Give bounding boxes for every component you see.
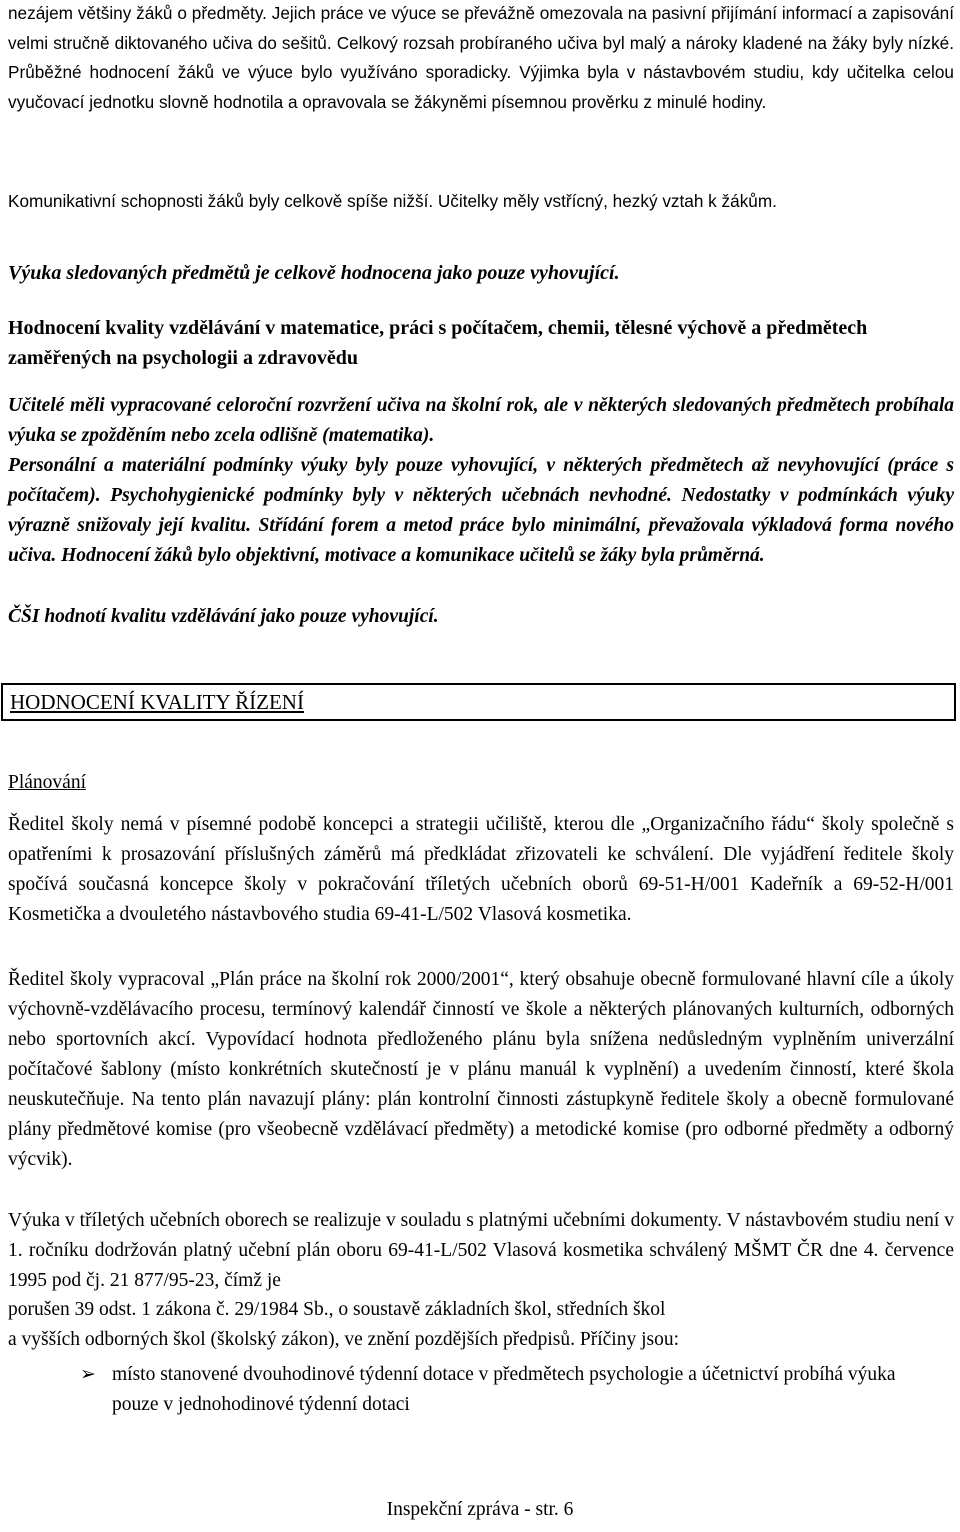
paragraph-curriculum-line2: porušen 39 odst. 1 zákona č. 29/1984 Sb., o soustavě základních škol, středních škol: [8, 1299, 666, 1320]
paragraph-curriculum: Výuka v tříletých učebních oborech se realizuje v souladu s platnými učebními dokumenty. V nástavbovém studiu není v 1. ročníku dodržován platný učební plán oboru 69-41-L/502 Vlasová kosmetika schválený MŠMT ČR dne 4. července 1995 pod čj. 21 877/95-23, čímž je: [8, 1210, 954, 1291]
paragraph-concept: Ředitel školy nemá v písemné podobě koncepci a strategii učiliště, kterou dle „Organizačního řádu“ školy společně s opatřeními k prosazování příslušných záměrů má předkládat zřizovateli ke schválení. Dle vyjádření ředitele školy spočívá současná koncepce školy v pokračování tříletých učebních oborů 69-51-H/001 Kadeřník a 69-52-H/001 Kosmetička a dvouletého nástavbového studia 69-41-L/502 Vlasová kosmetika.: [8, 814, 954, 925]
paragraph-overall-rating: Výuka sledovaných předmětů je celkově hodnocena jako pouze vyhovující.: [8, 262, 620, 284]
arrow-bullet-icon: ➢: [80, 1364, 96, 1385]
paragraph-work-plan: Ředitel školy vypracoval „Plán práce na školní rok 2000/2001“, který obsahuje obecně formulované hlavní cíle a úkoly výchovně-vzdělávacího procesu, termínový kalendář činností ve škole a některých plánovaných kulturních, odborných nebo sportovních akcí. Vypovídací hodnota předloženého plánu byla snížena nedůsledným vyplněním univerzální počítačové šablony (místo konkrétních skutečností je v plánu manuál k vyplnění) a uvedením činností, které škola neuskutečňuje. Na tento plán navazují plány: plán kontrolní činnosti zástupkyně ředitele školy a obecně formulované plány předmětové komise (pro všeobecně vzdělávací předměty) a metodické komise (pro odborné předměty a odborný výcvik).: [8, 969, 954, 1170]
paragraph-teaching-description: nezájem většiny žáků o předměty. Jejich práce ve výuce se převážně omezovala na pasivní přijímání informací a zapisování velmi stručně diktovaného učiva do sešitů. Celkový rozsah probíraného učiva byl malý a nároky kladené na žáky byly nízké. Průběžné hodnocení žáků ve výuce bylo využíváno sporadicky. Výjimka byla v nástavbovém studiu, kdy učitelka celou vyučovací jednotku slovně hodnotila a opravovala se žákyněmi písemnou prověrku z minulé hodiny.: [8, 3, 954, 112]
paragraph-curriculum-line3: a vyšších odborných škol (školský zákon), ve znění pozdějších předpisů. Příčiny jsou:: [8, 1329, 680, 1350]
list-item: místo stanovené dvouhodinové týdenní dotace v předmětech psychologie a účetnictví probíhá výuka pouze v jednohodinové týdenní dotaci: [112, 1364, 896, 1415]
summary-conditions: Personální a materiální podmínky výuky byly pouze vyhovující, v některých předmětech až nevyhovující (práce s počítačem). Psychohygienické podmínky byly v některých učebnách nevhodné. Nedostatky v podmínkách výuky výrazně snižovaly její kvalitu. Střídání forem a metod práce bylo minimální, převažovala výkladová forma nového učiva. Hodnocení žáků bylo objektivní, motivace a komunikace učitelů se žáky byla průměrná.: [8, 455, 954, 566]
section-heading: Hodnocení kvality vzdělávání v matematice, práci s počítačem, chemii, tělesné výchově a předmětech zaměřených na psychologii a zdravovědu: [8, 317, 868, 369]
subheading-planning: Plánování: [8, 772, 86, 793]
summary-plan: Učitelé měli vypracované celoroční rozvržení učiva na školní rok, ale v některých sledovaných předmětech probíhala výuka se zpožděním nebo zcela odlišně (matematika).: [8, 395, 954, 446]
summary-csi-rating: ČŠI hodnotí kvalitu vzdělávání jako pouze vyhovující.: [8, 606, 439, 627]
boxed-section-heading: [1, 683, 956, 721]
page-footer: Inspekční zpráva - str. 6: [386, 1499, 574, 1520]
paragraph-communication: Komunikativní schopnosti žáků byly celkově spíše nižší. Učitelky měly vstřícný, hezký vztah k žákům.: [8, 191, 777, 211]
boxed-heading-text: HODNOCENÍ KVALITY ŘÍZENÍ: [10, 690, 304, 714]
